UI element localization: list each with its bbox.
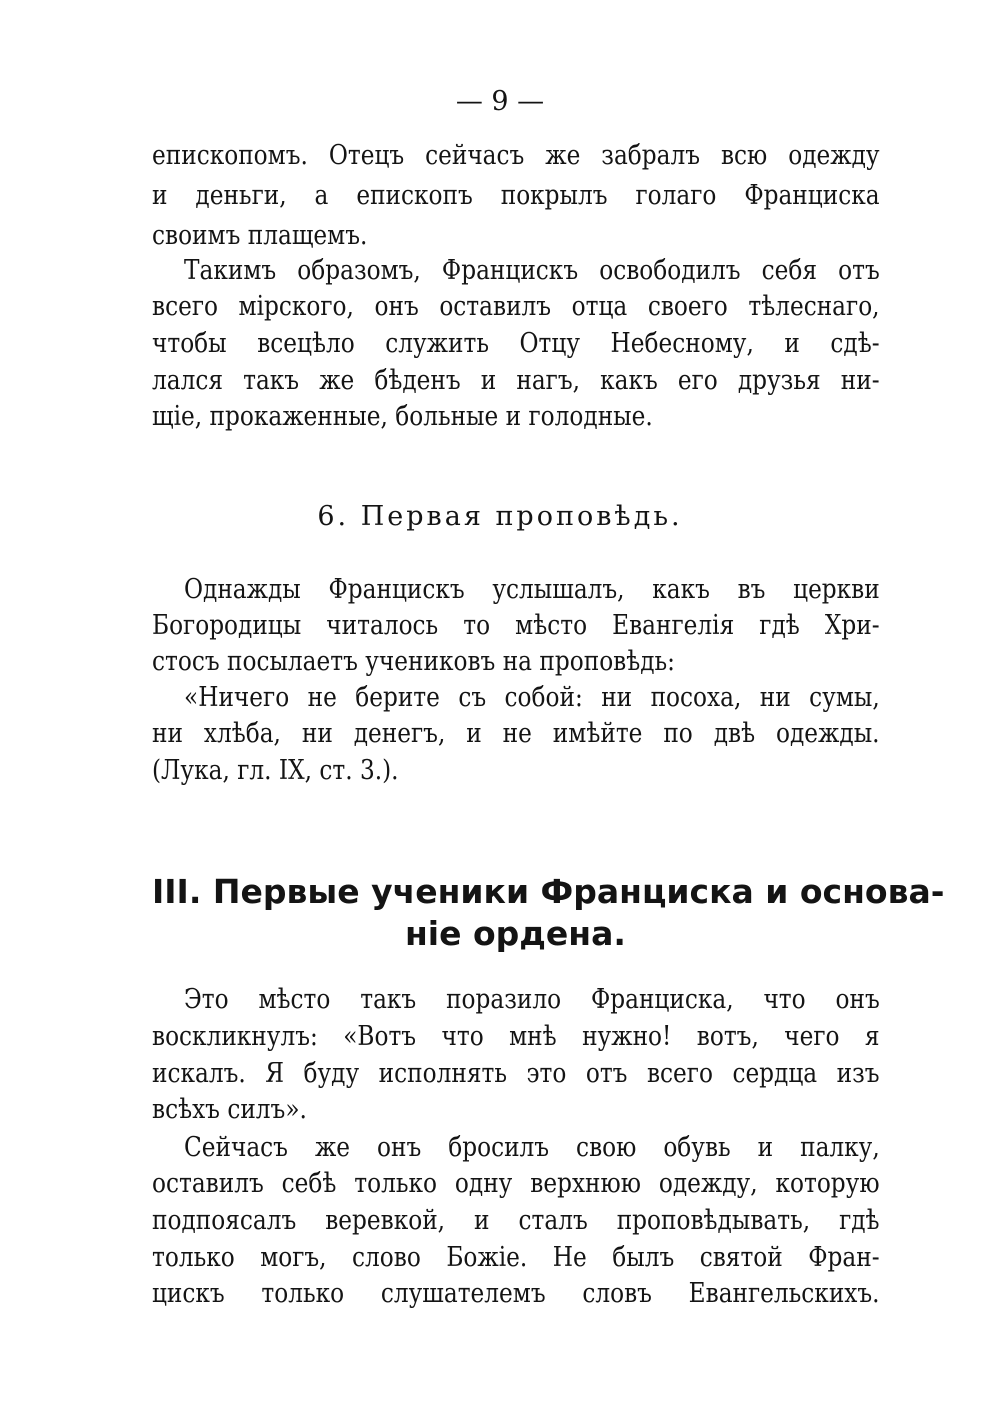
text-line: оставилъ себѣ только одну верхнюю одежду, которую <box>152 1168 880 1199</box>
text-line: только могъ, слово Божіе. Не былъ святой Фран- <box>152 1242 880 1273</box>
text-line: цискъ только слушателемъ словъ Евангельскихъ. <box>152 1278 880 1309</box>
text-line: подпоясалъ веревкой, и сталъ проповѣдывать, гдѣ <box>152 1205 880 1236</box>
text-line: Богородицы читалось то мѣсто Евангелія гдѣ Хри- <box>152 610 880 641</box>
text-line: епископомъ. Отецъ сейчасъ же забралъ всю одежду <box>152 140 880 171</box>
text-line: лался такъ же бѣденъ и нагъ, какъ его друзья ни- <box>152 365 880 396</box>
citation: (Лука, гл. IX, ст. 3.). <box>152 755 399 786</box>
text-line: воскликнулъ: «Вотъ что мнѣ нужно! вотъ, чего я <box>152 1021 880 1052</box>
quote-line: ни хлѣба, ни денегъ, и не имѣйте по двѣ одежды. <box>152 718 880 749</box>
text-line: всего мірского, онъ оставилъ отца своего тѣлеснаго, <box>152 291 880 322</box>
text-line: и деньги, а епископъ покрылъ голаго Франциска <box>152 180 880 211</box>
text-line: Это мѣсто такъ поразило Франциска, что онъ <box>184 984 880 1015</box>
text-line: своимъ плащемъ. <box>152 220 368 251</box>
text-line: искалъ. Я буду исполнять это отъ всего сердца изъ <box>152 1058 880 1089</box>
chapter-heading-line: III. Первые ученики Франциска и основа- <box>152 872 945 911</box>
chapter-heading-line: ніе ордена. <box>405 914 626 953</box>
text-line: Такимъ образомъ, Францискъ освободилъ себя отъ <box>184 255 880 286</box>
quote-line: «Ничего не берите съ собой: ни посоха, ни сумы, <box>184 682 880 713</box>
text-line: щіе, прокаженные, больные и голодные. <box>152 401 653 432</box>
text-line: стосъ посылаетъ учениковъ на проповѣдь: <box>152 646 676 677</box>
text-line: всѣхъ силъ». <box>152 1094 307 1125</box>
section-heading: 6. Первая проповѣдь. <box>317 501 683 532</box>
text-line: чтобы всецѣло служить Отцу Небесному, и сдѣ- <box>152 328 880 359</box>
text-line: Сейчасъ же онъ бросилъ свою обувь и палку, <box>184 1132 880 1163</box>
page-number: — 9 — <box>455 86 545 117</box>
text-line: Однажды Францискъ услышалъ, какъ въ церкви <box>184 574 880 605</box>
